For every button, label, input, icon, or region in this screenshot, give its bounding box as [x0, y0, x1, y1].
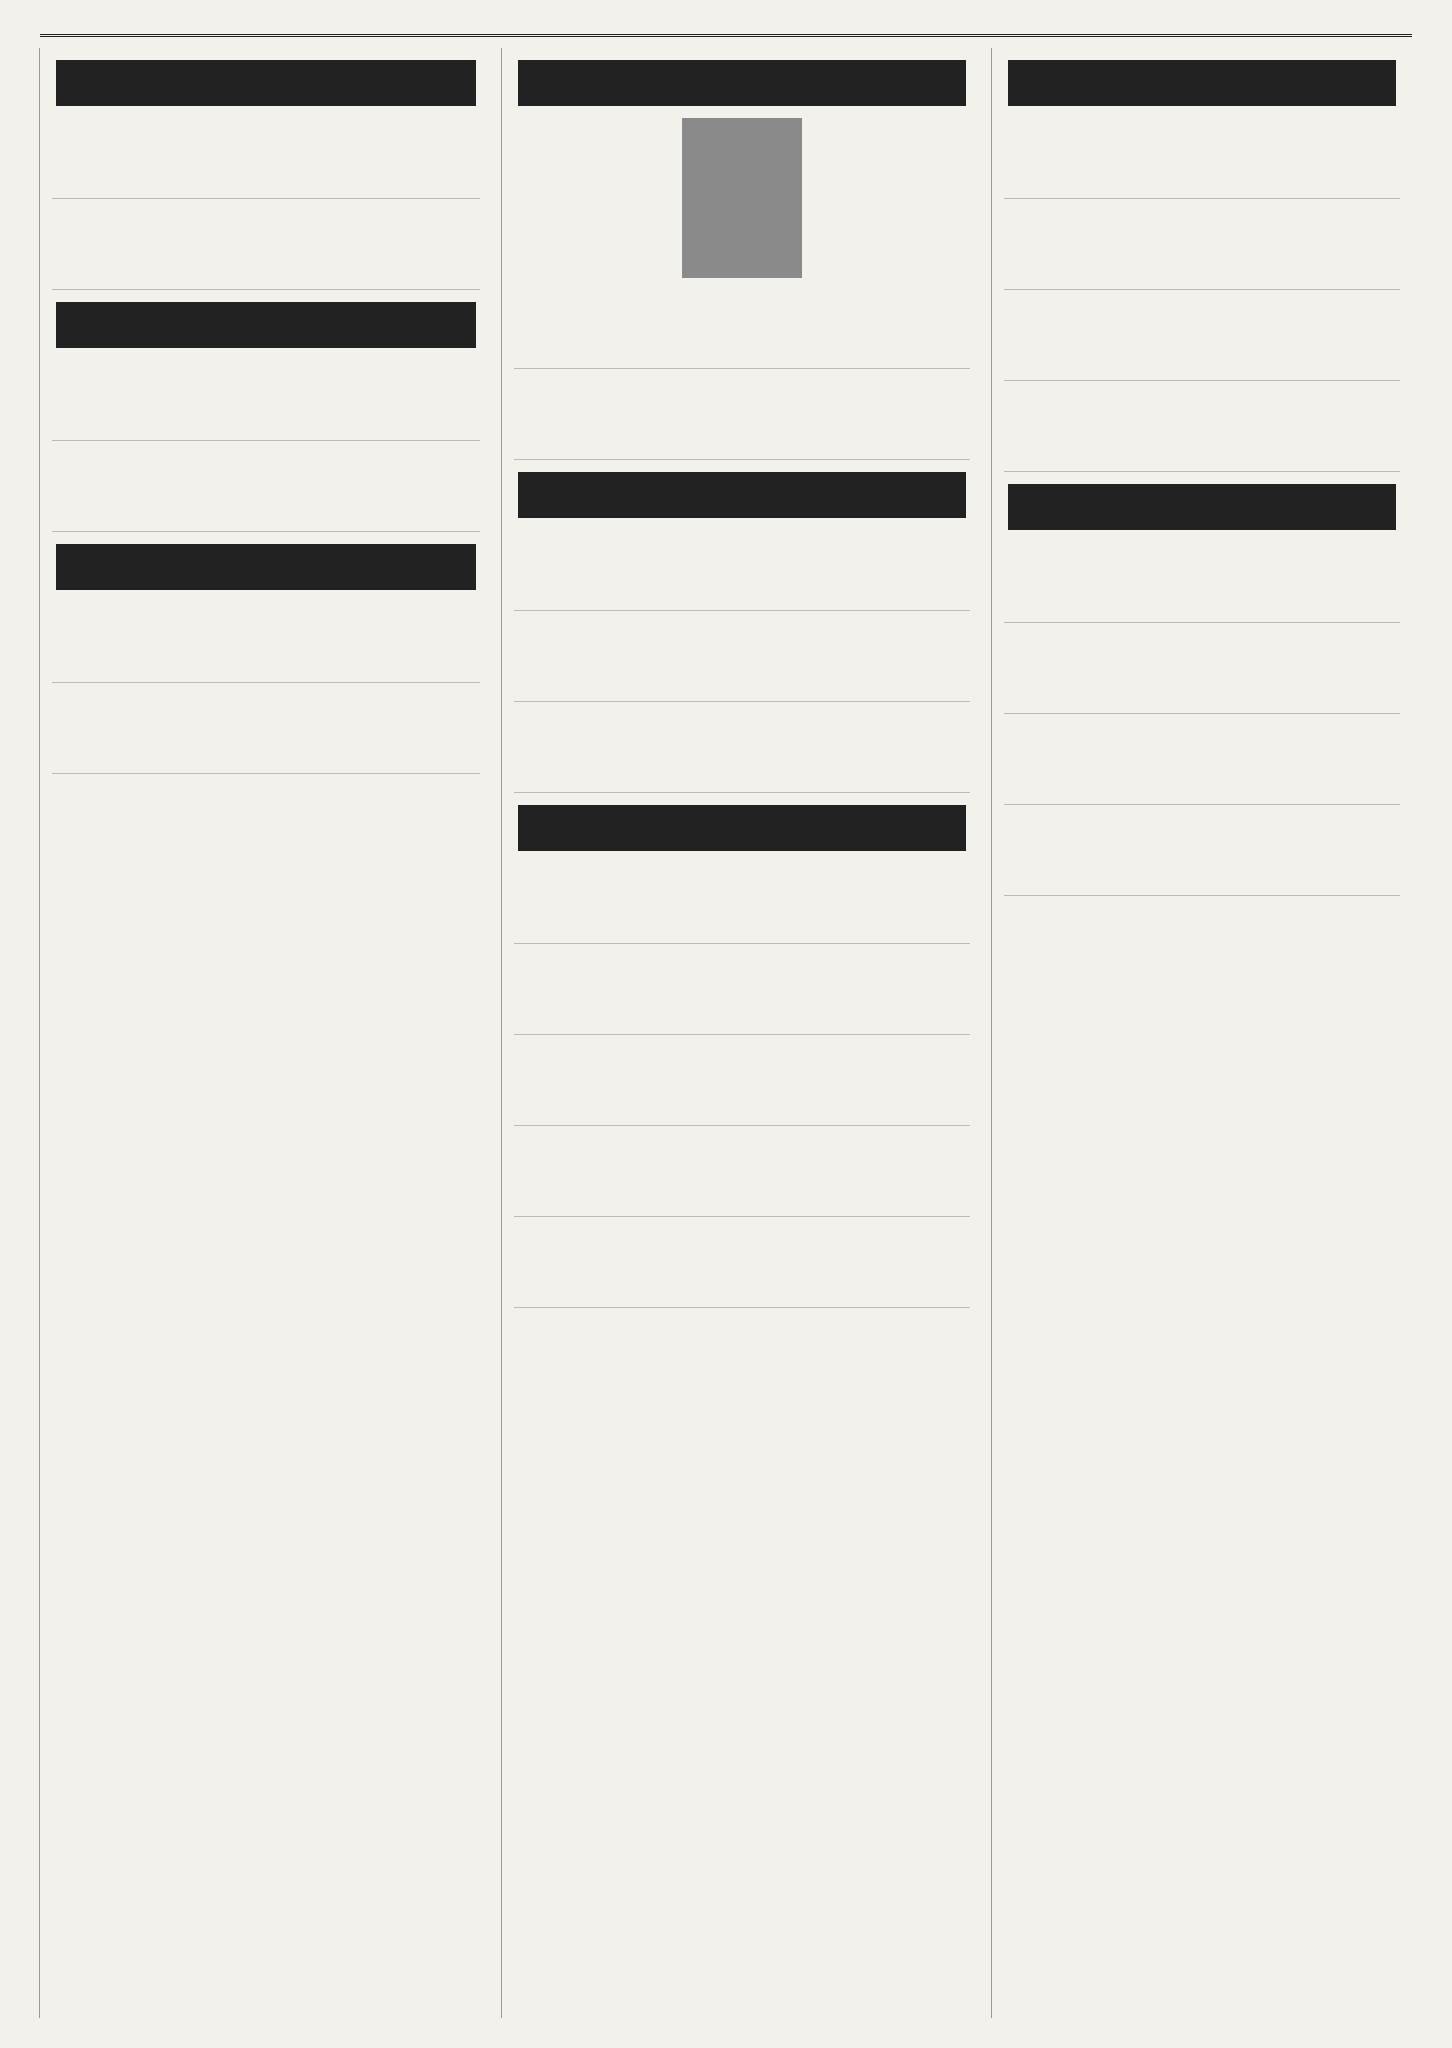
notice-block [514, 1136, 970, 1217]
column-heading [518, 60, 966, 106]
column-heading [1008, 60, 1396, 106]
notice-block [514, 1227, 970, 1308]
column-heading [56, 60, 476, 106]
notice-block [514, 621, 970, 702]
portrait-photo [682, 118, 802, 278]
notice-block [514, 1045, 970, 1126]
notice-block [1004, 118, 1400, 199]
notice-block [1004, 815, 1400, 896]
column-heading [56, 302, 476, 348]
notice-block [1004, 724, 1400, 805]
notice-block [1004, 633, 1400, 714]
column-heading [56, 544, 476, 590]
notice-block [1004, 209, 1400, 290]
left-column [39, 48, 492, 2018]
article-block [52, 451, 480, 532]
column-heading [1008, 484, 1396, 530]
notice-block [514, 530, 970, 611]
notice-block [514, 712, 970, 793]
page-header-strip [40, 12, 1412, 37]
article-block [52, 693, 480, 774]
column-heading [518, 805, 966, 851]
notice-block [1004, 542, 1400, 623]
notice-block [1004, 300, 1400, 381]
right-column [991, 48, 1412, 2018]
notice-block [514, 379, 970, 460]
article-block [52, 602, 480, 683]
notice-block [514, 288, 970, 369]
notice-block [514, 954, 970, 1035]
notice-block [1004, 391, 1400, 472]
article-block [52, 209, 480, 290]
article-block [52, 360, 480, 441]
article-block [52, 118, 480, 199]
middle-column [501, 48, 982, 2018]
column-heading [518, 472, 966, 518]
notice-block [514, 863, 970, 944]
